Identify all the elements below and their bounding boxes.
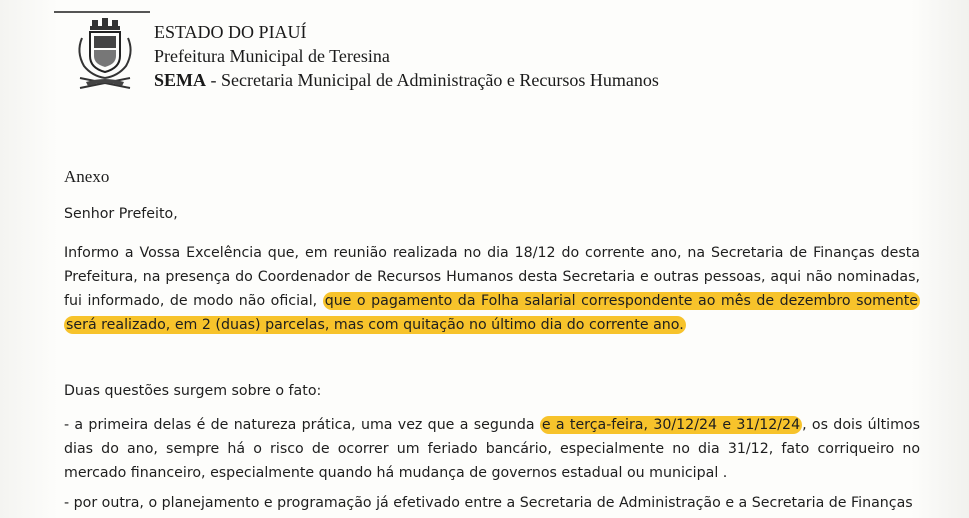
paragraph-2-before: - a primeira delas é de natureza prática, uma vez que a segunda (64, 417, 540, 433)
department-name: - Secretaria Municipal de Administração e Recursos Humanos (206, 70, 659, 90)
state-name: ESTADO DO PIAUÍ (154, 22, 307, 42)
section-label: Anexo (64, 167, 110, 186)
paragraph-1-highlight: que o pagamento da Folha salarial correspondente ao mês de dezembro somente será realizado, em 2 (duas) parcelas, mas com quitação no último dia do corrente ano. (66, 293, 918, 333)
municipal-coat-of-arms-icon (72, 18, 138, 92)
salutation: Senhor Prefeito, (64, 206, 178, 222)
paragraph-1-text: Informo a Vossa Excelência que, em reunião realizada no dia 18/12 do corrente ano, na Secretaria de Finanças desta Prefeitura, na presença do Coordenador de Recursos Humanos desta Secretaria e outras pessoas, aqui não nominadas, fui informado, de modo não oficial, (64, 245, 920, 309)
paragraph-2 (64, 413, 920, 485)
paragraph-2-highlight: e a terça-feira, 30/12/24 e 31/12/24 (541, 417, 801, 433)
top-rule (54, 11, 150, 13)
paragraph-2-after: , os dois últimos dias do ano, sempre há o risco de ocorrer um feriado bancário, especialmente no dia 31/12, fato corriqueiro no mercado financeiro, especialmente quando há mudança de governos estadual ou municipal . (64, 417, 920, 481)
department-line (154, 68, 659, 92)
letterhead (154, 20, 659, 92)
prefecture-name: Prefeitura Municipal de Teresina (154, 46, 390, 66)
paragraph-3: - por outra, o planejamento e programação já efetivado entre a Secretaria de Administração e a Secretaria de Finanças (64, 495, 913, 511)
paragraph-1 (64, 241, 920, 337)
department-abbr: SEMA (154, 70, 207, 90)
questions-intro: Duas questões surgem sobre o fato: (64, 383, 322, 399)
